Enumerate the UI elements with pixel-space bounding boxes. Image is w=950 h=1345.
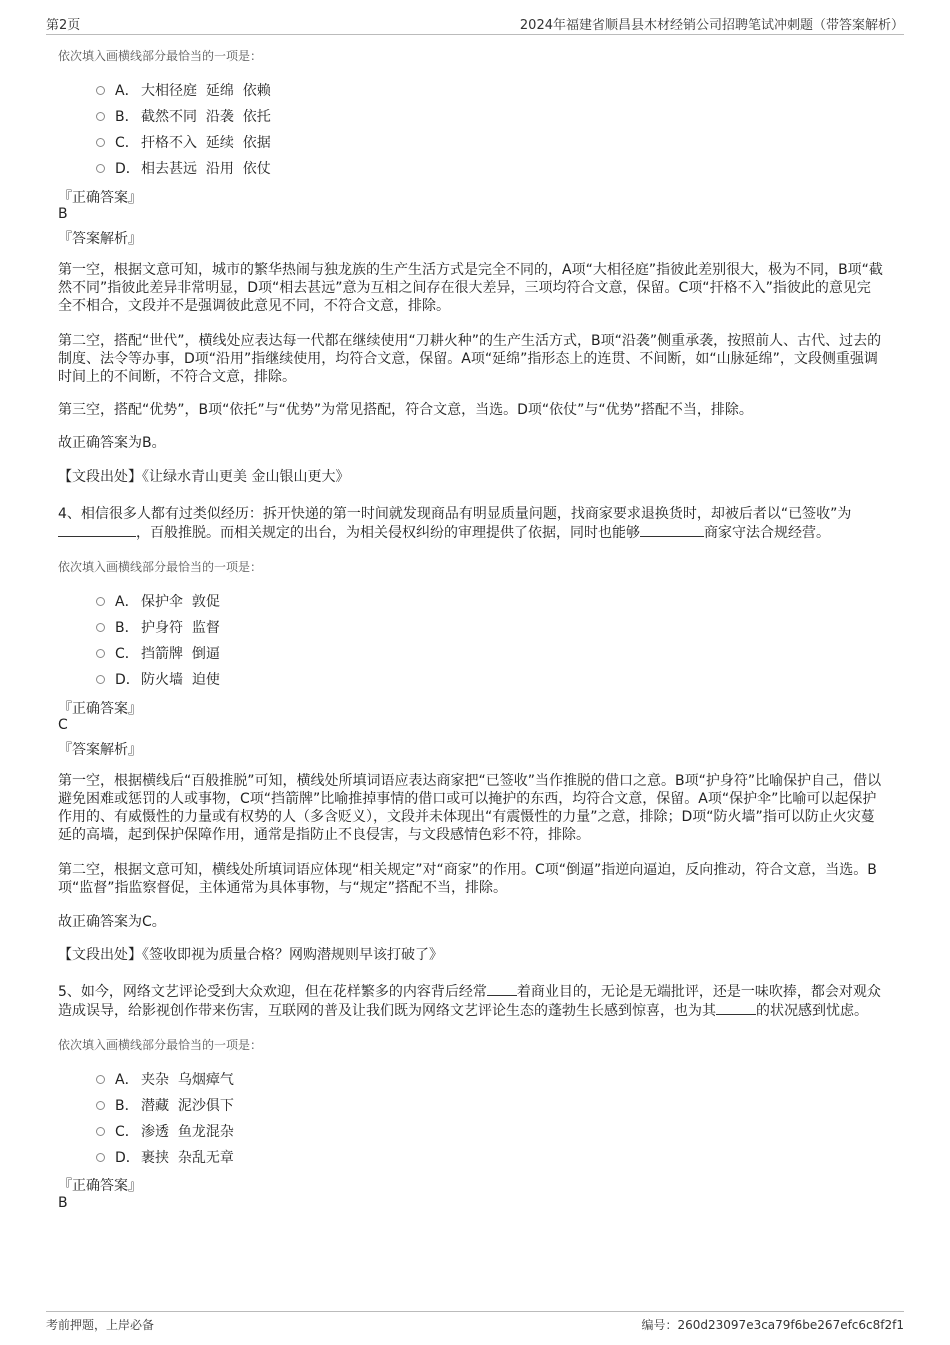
q3-source: 【文段出处】《让绿水青山更美 金山银山更大》 [58, 469, 350, 485]
q5-option-c[interactable]: C． 渗透 鱼龙混杂 [96, 1118, 234, 1144]
q4-correct-answer-label: 『正确答案』 [58, 701, 142, 717]
page-number: 第2页 [46, 18, 81, 33]
footer-slogan: 考前押题，上岸必备 [46, 1318, 155, 1332]
q3-answer: B [58, 206, 68, 222]
q5-option-a[interactable]: A． 夹杂 乌烟瘴气 [96, 1066, 234, 1092]
radio-icon[interactable] [96, 649, 105, 658]
q3-option-d[interactable]: D． 相去甚远 沿用 依仗 [96, 155, 271, 181]
q4-answer: C [58, 717, 68, 733]
document-id: 编号：260d23097e3ca79f6be267efc6c8f2f1 [641, 1318, 904, 1332]
q4-option-a[interactable]: A． 保护伞 敦促 [96, 588, 220, 614]
q4-analysis-para-2: 第二空，根据文意可知，横线处所填词语应体现“相关规定”对“商家”的作用。C项“倒逼”指逆向逼迫，反向推动，符合文意，当选。B项“监督”指监察督促，主体通常为具体事物，与“规定”搭配不当，排除。 [58, 862, 877, 896]
radio-icon[interactable] [96, 1153, 105, 1162]
q3-analysis-label: 『答案解析』 [58, 231, 142, 247]
q3-analysis-para-3: 第三空，搭配“优势”，B项“依托”与“优势”为常见搭配，符合文意，当选。D项“依仗”与“优势”搭配不当，排除。 [58, 402, 753, 418]
radio-icon[interactable] [96, 623, 105, 632]
radio-icon[interactable] [96, 112, 105, 121]
q4-option-d[interactable]: D． 防火墙 迫使 [96, 666, 220, 692]
q5-stem: 5、如今，网络文艺评论受到大众欢迎，但在花样繁多的内容背后经常 着商业目的，无论是无端批评，还是一味吹捧，都会对观众造成误导，给影视创作带来伤害，互联网的普及让我们既为网络文艺评论生态的蓬勃生长感到惊喜，也为其 的状况感到忧虑。 [58, 984, 881, 1019]
q3-option-c[interactable]: C． 扞格不入 延续 依据 [96, 129, 271, 155]
radio-icon[interactable] [96, 1075, 105, 1084]
q3-conclusion: 故正确答案为B。 [58, 435, 166, 451]
radio-icon[interactable] [96, 675, 105, 684]
radio-icon[interactable] [96, 1127, 105, 1136]
page-header [46, 14, 904, 35]
radio-icon[interactable] [96, 164, 105, 173]
q4-conclusion: 故正确答案为C。 [58, 914, 166, 930]
q5-correct-answer-label: 『正确答案』 [58, 1178, 142, 1194]
document-title: 2024年福建省顺昌县木材经销公司招聘笔试冲刺题（带答案解析） [519, 18, 904, 33]
q5-options [96, 1066, 234, 1170]
q4-stem: 4、相信很多人都有过类似经历：拆开快递的第一时间就发现商品有明显质量问题，找商家要求退换货时，却被后者以“已签收”为，百般推脱。而相关规定的出台，为相关侵权纠纷的审理提供了依据，同时也能够 商家守法合规经营。 [58, 506, 852, 541]
q4-analysis-label: 『答案解析』 [58, 742, 142, 758]
radio-icon[interactable] [96, 597, 105, 606]
q3-correct-answer-label: 『正确答案』 [58, 190, 142, 206]
q4-option-b[interactable]: B． 护身符 监督 [96, 614, 220, 640]
blank-1 [487, 982, 517, 996]
q5-option-d[interactable]: D． 裹挟 杂乱无章 [96, 1144, 234, 1170]
radio-icon[interactable] [96, 1101, 105, 1110]
q5-intro: 依次填入画横线部分最恰当的一项是： [58, 1038, 263, 1052]
blank-1 [58, 523, 136, 537]
q3-options [96, 77, 271, 181]
q5-option-b[interactable]: B． 潜藏 泥沙俱下 [96, 1092, 234, 1118]
blank-2 [640, 523, 704, 537]
q3-intro: 依次填入画横线部分最恰当的一项是： [58, 49, 263, 63]
radio-icon[interactable] [96, 86, 105, 95]
blank-2 [716, 1001, 756, 1015]
q4-source: 【文段出处】《签收即视为质量合格？网购潜规则早该打破了》 [58, 947, 443, 963]
page-footer [46, 1311, 904, 1336]
q3-analysis-para-2: 第二空，搭配“世代”，横线处应表达每一代都在继续使用“刀耕火种”的生产生活方式，B项“沿袭”侧重承袭，按照前人、古代、过去的制度、法令等办事，D项“沿用”指继续使用，均符合文意，保留。A项“延绵”指形态上的连贯、不间断，如“山脉延绵”，文段侧重强调时间上的不间断，不符合文意，排除。 [58, 333, 882, 385]
radio-icon[interactable] [96, 138, 105, 147]
q3-option-b[interactable]: B． 截然不同 沿袭 依托 [96, 103, 271, 129]
q4-analysis-para-1: 第一空，根据横线后“百般推脱”可知，横线处所填词语应表达商家把“已签收”当作推脱的借口之意。B项“护身符”比喻保护自己，借以避免困难或惩罚的人或事物，C项“挡箭牌”比喻推掉事情的借口或可以掩护的东西，均符合文意，保留。A项“保护伞”比喻可以起保护作用的、有威慑性的力量或有权势的人（多含贬义），文段并未体现出“有震慑性的力量”之意，排除；D项“防火墙”指可以防止火灾蔓延的高墙，起到保护保障作用，通常是指防止不良侵害，与文段感情色彩不符，排除。 [58, 773, 882, 843]
q5-answer: B [58, 1195, 68, 1211]
q3-analysis-para-1: 第一空，根据文意可知，城市的繁华热闹与独龙族的生产生活方式是完全不同的，A项“大相径庭”指彼此差别很大，极为不同，B项“截然不同”指彼此差异非常明显，D项“相去甚远”意为互相之间存在很大差异，三项均符合文意，保留。C项“扞格不入”指彼此的意见完全不相合，文段并不是强调彼此意见不同，不符合文意，排除。 [58, 262, 883, 314]
q4-intro: 依次填入画横线部分最恰当的一项是： [58, 560, 263, 574]
q3-option-a[interactable]: A． 大相径庭 延绵 依赖 [96, 77, 271, 103]
q4-options [96, 588, 220, 692]
q4-option-c[interactable]: C． 挡箭牌 倒逼 [96, 640, 220, 666]
